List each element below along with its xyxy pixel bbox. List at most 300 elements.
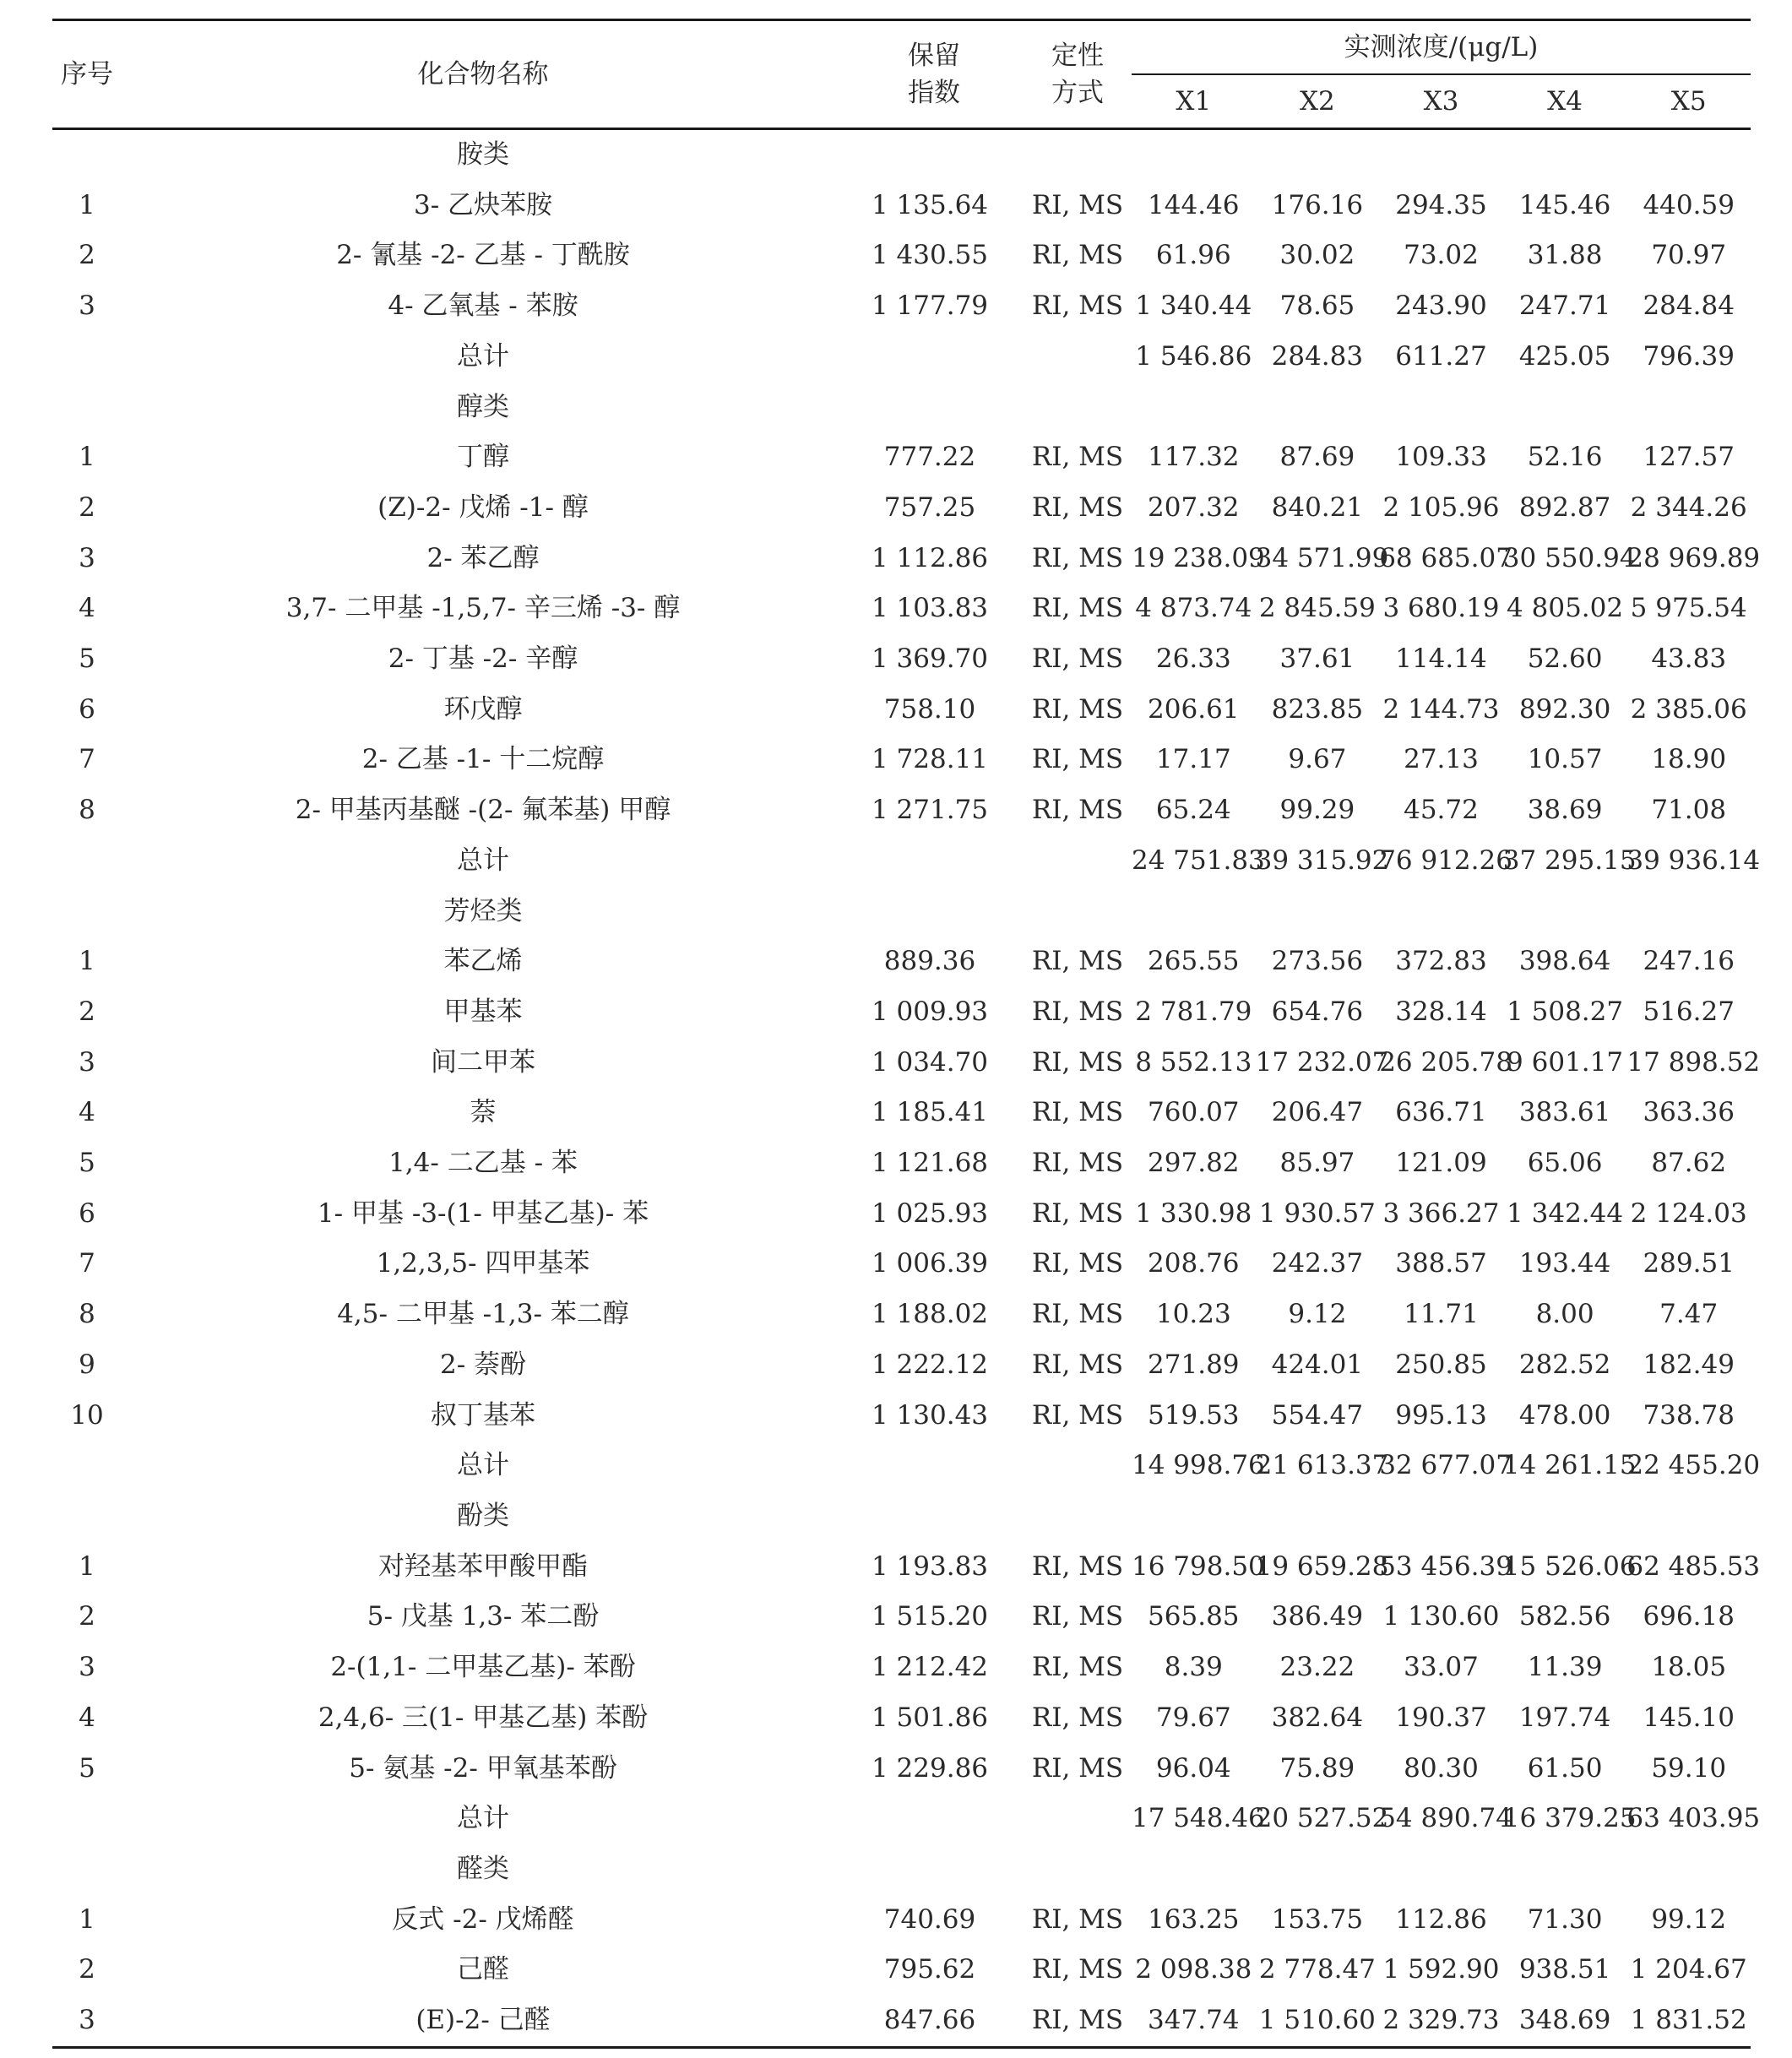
retention-index: 889.36	[883, 946, 976, 977]
total-x1: 24 751.83	[1132, 844, 1265, 876]
empty-cell	[1503, 383, 1627, 433]
retention-index: 1 271.75	[871, 795, 989, 826]
concentration-x1: 519.53	[1148, 1399, 1240, 1431]
table-body	[52, 129, 1761, 2048]
qualitative-method: RI, MS	[1031, 1197, 1124, 1229]
compound-name: 2- 丁基 -2- 辛醇	[388, 643, 578, 675]
concentration-x4: 15 526.06	[1502, 1550, 1637, 1582]
concentration-x1: 19 238.09	[1132, 542, 1265, 573]
concentration-x5: 1 204.67	[1630, 1954, 1747, 1985]
row-number: 4	[79, 593, 95, 624]
concentration-x5: 28 969.89	[1626, 542, 1761, 573]
total-x1: 14 998.76	[1132, 1450, 1265, 1481]
total-x3: 611.27	[1395, 340, 1487, 372]
empty-cell	[1626, 1844, 1751, 1895]
concentration-x4: 52.16	[1527, 442, 1603, 473]
concentration-x3: 1 130.60	[1382, 1601, 1500, 1632]
empty-cell	[1024, 887, 1132, 937]
compound-name: 2- 甲基丙基醚 -(2- 氟苯基) 甲醇	[295, 795, 671, 826]
qualitative-method: RI, MS	[1031, 744, 1124, 775]
concentration-x3: 2 105.96	[1382, 491, 1500, 523]
qualitative-method: RI, MS	[1031, 643, 1124, 675]
total-x4: 37 295.15	[1502, 844, 1637, 876]
retention-index: 1 130.43	[871, 1399, 989, 1431]
category-spacer	[52, 1844, 122, 1895]
qualitative-method: RI, MS	[1031, 1702, 1124, 1733]
concentration-x5: 1 831.52	[1626, 1996, 1751, 2047]
concentration-x4: 193.44	[1518, 1248, 1611, 1279]
table-row	[52, 937, 1751, 987]
total-row	[52, 1441, 1751, 1491]
empty-cell	[1379, 129, 1503, 181]
concentration-x3: 109.33	[1395, 442, 1487, 473]
row-number: 1	[79, 1903, 95, 1935]
qualitative-method: RI, MS	[1031, 1550, 1124, 1582]
header-sample-x4: X4	[1503, 74, 1627, 129]
empty-cell	[1503, 1844, 1627, 1895]
empty-cell	[1503, 1491, 1627, 1542]
compound-concentration-table	[52, 19, 1761, 2049]
compound-name: 2- 苯乙醇	[426, 542, 540, 573]
table-row	[52, 1189, 1751, 1240]
concentration-x3: 1 592.90	[1382, 1954, 1500, 1985]
compound-name: 丁醇	[457, 442, 509, 473]
retention-index: 1 212.42	[871, 1652, 989, 1683]
empty-cell	[1626, 129, 1751, 181]
qualitative-method: RI, MS	[1031, 996, 1124, 1027]
empty-cell	[1626, 1491, 1751, 1542]
concentration-x5: 5 975.54	[1630, 593, 1747, 624]
concentration-x4: 30 550.94	[1502, 542, 1637, 573]
concentration-x2: 153.75	[1271, 1903, 1364, 1935]
concentration-x1: 207.32	[1148, 491, 1240, 523]
concentration-x3: 190.37	[1395, 1702, 1487, 1733]
concentration-x2: 273.56	[1271, 946, 1364, 977]
qualitative-method: RI, MS	[1031, 1299, 1124, 1330]
empty-cell	[1024, 332, 1132, 383]
empty-cell	[844, 129, 1024, 181]
empty-cell	[1132, 383, 1256, 433]
concentration-x1: 10.23	[1155, 1299, 1231, 1330]
empty-cell	[844, 1794, 1024, 1844]
row-number: 3	[79, 291, 95, 322]
header-measured-concentration: 实测浓度/(μg/L)	[1132, 20, 1751, 75]
row-number: 4	[79, 1097, 95, 1128]
concentration-x3: 636.71	[1395, 1097, 1487, 1128]
header-ri-line2: 指数	[908, 78, 960, 108]
qualitative-method: RI, MS	[1031, 693, 1124, 725]
concentration-x4: 4 805.02	[1507, 593, 1624, 624]
empty-cell	[1379, 1844, 1503, 1895]
compound-name: 2-(1,1- 二甲基乙基)- 苯酚	[330, 1652, 636, 1683]
concentration-x1: 1 340.44	[1135, 291, 1252, 322]
header-compound-name: 化合物名称	[122, 20, 844, 129]
concentration-x4: 52.60	[1527, 643, 1603, 675]
qualitative-method: RI, MS	[1031, 291, 1124, 322]
concentration-x2: 2 778.47	[1258, 1954, 1376, 1985]
row-number: 3	[79, 1046, 95, 1078]
qualitative-method: RI, MS	[1031, 795, 1124, 826]
concentration-x2: 554.47	[1271, 1399, 1364, 1431]
category-spacer	[52, 1491, 122, 1542]
qualitative-method: RI, MS	[1024, 1996, 1132, 2047]
concentration-x3: 995.13	[1395, 1399, 1487, 1431]
table-row	[52, 534, 1751, 584]
category-row	[52, 1491, 1751, 1542]
concentration-x1: 8 552.13	[1135, 1046, 1252, 1078]
retention-index: 1 515.20	[871, 1601, 989, 1632]
concentration-x3: 33.07	[1404, 1652, 1479, 1683]
concentration-x4: 282.52	[1518, 1349, 1611, 1380]
compound-name: 2- 萘酚	[439, 1349, 527, 1380]
table-row	[52, 685, 1751, 736]
empty-cell	[1256, 887, 1380, 937]
concentration-x2: 99.29	[1279, 795, 1355, 826]
row-number: 5	[79, 1752, 95, 1784]
table-row	[52, 1290, 1751, 1340]
concentration-x3: 372.83	[1395, 946, 1487, 977]
table-row	[52, 1996, 1751, 2047]
concentration-x1: 265.55	[1148, 946, 1240, 977]
retention-index: 777.22	[883, 442, 976, 473]
qualitative-method: RI, MS	[1031, 593, 1124, 624]
table-row	[52, 1542, 1751, 1593]
concentration-x1: 565.85	[1148, 1601, 1240, 1632]
total-x3: 76 912.26	[1379, 844, 1512, 876]
empty-cell	[1256, 1844, 1380, 1895]
concentration-x4: 8.00	[1535, 1299, 1594, 1330]
retention-index: 1 034.70	[871, 1046, 989, 1078]
retention-index: 1 025.93	[871, 1197, 989, 1229]
table-row	[52, 1693, 1751, 1744]
empty-cell	[1024, 383, 1132, 433]
concentration-x2: 176.16	[1271, 189, 1364, 220]
concentration-x4: 938.51	[1518, 1954, 1611, 1985]
table-row	[52, 1088, 1751, 1138]
retention-index: 1 193.83	[871, 1550, 989, 1582]
retention-index: 847.66	[844, 1996, 1024, 2047]
compound-name: 3- 乙炔苯胺	[413, 189, 553, 220]
qualitative-method: RI, MS	[1031, 189, 1124, 220]
concentration-x1: 96.04	[1155, 1752, 1231, 1784]
total-x2: 21 613.37	[1255, 1450, 1389, 1481]
concentration-x5: 70.97	[1651, 240, 1727, 271]
retention-index: 1 501.86	[871, 1702, 989, 1733]
empty-cell	[1024, 129, 1132, 181]
empty-cell	[1379, 383, 1503, 433]
empty-cell	[1503, 129, 1627, 181]
qualitative-method: RI, MS	[1031, 240, 1124, 271]
row-number: 10	[70, 1399, 104, 1431]
concentration-x3: 11.71	[1404, 1299, 1479, 1330]
empty-cell	[844, 1441, 1024, 1491]
table-row	[52, 483, 1751, 534]
category-label: 酚类	[457, 1500, 509, 1531]
empty-cell	[844, 1491, 1024, 1542]
empty-cell	[1132, 887, 1256, 937]
total-label: 总计	[457, 1450, 509, 1481]
compound-name: 环戊醇	[443, 693, 523, 725]
empty-cell	[1024, 1441, 1132, 1491]
concentration-x3: 73.02	[1404, 240, 1479, 271]
concentration-x1: 297.82	[1148, 1148, 1240, 1179]
row-number: 2	[79, 1954, 95, 1985]
total-x4: 425.05	[1518, 340, 1611, 372]
concentration-x4: 9 601.17	[1507, 1046, 1624, 1078]
concentration-x3: 328.14	[1395, 996, 1487, 1027]
concentration-x2: 654.76	[1271, 996, 1364, 1027]
row-number: 4	[79, 1702, 95, 1733]
row-number: 2	[79, 240, 95, 271]
concentration-x4: 145.46	[1518, 189, 1611, 220]
empty-cell	[844, 887, 1024, 937]
retention-index: 1 222.12	[871, 1349, 989, 1380]
row-number: 2	[79, 491, 95, 523]
empty-cell	[1626, 383, 1751, 433]
retention-index: 1 103.83	[871, 593, 989, 624]
concentration-x2: 37.61	[1279, 643, 1355, 675]
row-number: 9	[79, 1349, 95, 1380]
row-number: 7	[79, 1248, 95, 1279]
concentration-x5: 2 385.06	[1630, 693, 1747, 725]
empty-cell	[1626, 887, 1751, 937]
table-row	[52, 785, 1751, 836]
concentration-x1: 16 798.50	[1132, 1550, 1265, 1582]
row-number: 1	[79, 442, 95, 473]
compound-name: (E)-2- 己醛	[122, 1996, 844, 2047]
header-qualitative-method	[1024, 20, 1132, 129]
empty-cell	[1256, 129, 1380, 181]
concentration-x3: 45.72	[1404, 795, 1479, 826]
retention-index: 1 177.79	[871, 291, 989, 322]
table-row	[52, 1038, 1751, 1089]
category-spacer	[52, 129, 122, 181]
concentration-x5: 363.36	[1643, 1097, 1735, 1128]
concentration-x2: 75.89	[1279, 1752, 1355, 1784]
total-row	[52, 1794, 1751, 1844]
total-label: 总计	[457, 1803, 509, 1834]
concentration-x3: 121.09	[1395, 1148, 1487, 1179]
empty-cell	[52, 332, 122, 383]
category-label: 醛类	[457, 1853, 509, 1884]
compound-name: 4,5- 二甲基 -1,3- 苯二醇	[337, 1299, 629, 1330]
category-row	[52, 887, 1751, 937]
concentration-x1: 206.61	[1148, 693, 1240, 725]
concentration-x5: 145.10	[1643, 1702, 1735, 1733]
concentration-x3: 26 205.78	[1379, 1046, 1512, 1078]
concentration-x1: 271.89	[1148, 1349, 1240, 1380]
concentration-x5: 87.62	[1651, 1148, 1727, 1179]
empty-cell	[1256, 1491, 1380, 1542]
concentration-x1: 2 781.79	[1135, 996, 1252, 1027]
concentration-x2: 1 510.60	[1256, 1996, 1380, 2047]
concentration-x2: 206.47	[1271, 1097, 1364, 1128]
concentration-x4: 398.64	[1518, 946, 1611, 977]
table-row	[52, 1744, 1751, 1795]
category-row	[52, 129, 1751, 181]
table-row	[52, 634, 1751, 685]
concentration-x4: 71.30	[1527, 1903, 1603, 1935]
qualitative-method: RI, MS	[1031, 1248, 1124, 1279]
concentration-x5: 99.12	[1651, 1903, 1727, 1935]
concentration-x5: 2 344.26	[1630, 491, 1747, 523]
row-number: 2	[79, 996, 95, 1027]
concentration-x2: 386.49	[1271, 1601, 1364, 1632]
qualitative-method: RI, MS	[1031, 1349, 1124, 1380]
empty-cell	[1024, 1844, 1132, 1895]
total-x4: 14 261.15	[1502, 1450, 1637, 1481]
qualitative-method: RI, MS	[1031, 1148, 1124, 1179]
compound-name: 5- 戊基 1,3- 苯二酚	[367, 1601, 600, 1632]
concentration-x5: 127.57	[1643, 442, 1735, 473]
row-number: 5	[79, 643, 95, 675]
concentration-x2: 1 930.57	[1258, 1197, 1376, 1229]
category-label: 胺类	[457, 139, 509, 170]
concentration-x4: 348.69	[1503, 1996, 1627, 2047]
qualitative-method: RI, MS	[1031, 542, 1124, 573]
total-x1: 17 548.46	[1132, 1803, 1265, 1834]
retention-index: 1 369.70	[871, 643, 989, 675]
concentration-x5: 7.47	[1659, 1299, 1719, 1330]
concentration-x2: 85.97	[1279, 1148, 1355, 1179]
compound-name: (Z)-2- 戊烯 -1- 醇	[377, 491, 589, 523]
compound-name: 苯乙烯	[443, 946, 523, 977]
total-label: 总计	[457, 844, 509, 876]
concentration-x4: 11.39	[1527, 1652, 1603, 1683]
empty-cell	[52, 1441, 122, 1491]
row-number: 1	[79, 1550, 95, 1582]
category-label: 芳烃类	[443, 895, 523, 926]
retention-index: 1 185.41	[871, 1097, 989, 1128]
compound-name: 间二甲苯	[431, 1046, 535, 1078]
header-sample-x5: X5	[1626, 74, 1751, 129]
empty-cell	[1379, 1491, 1503, 1542]
row-number: 8	[79, 1299, 95, 1330]
concentration-x3: 68 685.07	[1379, 542, 1512, 573]
retention-index: 1 006.39	[871, 1248, 989, 1279]
concentration-x5: 284.84	[1643, 291, 1735, 322]
total-x2: 284.83	[1271, 340, 1364, 372]
concentration-x5: 18.90	[1651, 744, 1727, 775]
total-x3: 32 677.07	[1379, 1450, 1512, 1481]
empty-cell	[52, 1794, 122, 1844]
table-row	[52, 1945, 1751, 1996]
concentration-x5: 17 898.52	[1626, 1046, 1761, 1078]
compound-name: 叔丁基苯	[431, 1399, 535, 1431]
compound-name: 4- 乙氧基 - 苯胺	[388, 291, 578, 322]
empty-cell	[1024, 1794, 1132, 1844]
concentration-x4: 65.06	[1527, 1148, 1603, 1179]
compound-name: 萘	[470, 1097, 497, 1128]
total-label: 总计	[457, 340, 509, 372]
concentration-x3: 53 456.39	[1379, 1550, 1512, 1582]
concentration-x2: 87.69	[1279, 442, 1355, 473]
concentration-x2: 840.21	[1271, 491, 1364, 523]
table-row	[52, 1239, 1751, 1290]
row-number: 8	[79, 795, 95, 826]
row-number: 6	[79, 1197, 95, 1229]
header-seq: 序号	[52, 20, 122, 129]
concentration-x1: 1 330.98	[1135, 1197, 1252, 1229]
concentration-x1: 17.17	[1155, 744, 1231, 775]
qualitative-method: RI, MS	[1031, 1097, 1124, 1128]
row-number: 3	[52, 1996, 122, 2047]
header-sample-x1: X1	[1132, 74, 1256, 129]
concentration-x4: 582.56	[1518, 1601, 1611, 1632]
concentration-x2: 9.67	[1288, 744, 1347, 775]
concentration-x5: 2 124.03	[1630, 1197, 1747, 1229]
total-row	[52, 836, 1751, 887]
total-x4: 16 379.25	[1502, 1803, 1637, 1834]
retention-index: 1 112.86	[871, 542, 989, 573]
qualitative-method: RI, MS	[1031, 1954, 1124, 1985]
concentration-x4: 38.69	[1527, 795, 1603, 826]
total-x2: 39 315.92	[1255, 844, 1389, 876]
qualitative-method: RI, MS	[1031, 491, 1124, 523]
compound-name: 3,7- 二甲基 -1,5,7- 辛三烯 -3- 醇	[285, 593, 681, 624]
compound-name: 1- 甲基 -3-(1- 甲基乙基)- 苯	[317, 1197, 649, 1229]
total-x1: 1 546.86	[1135, 340, 1252, 372]
concentration-x5: 247.16	[1643, 946, 1735, 977]
compound-name: 5- 氨基 -2- 甲氧基苯酚	[349, 1752, 617, 1784]
total-x5: 796.39	[1643, 340, 1735, 372]
empty-cell	[1024, 836, 1132, 887]
total-x3: 54 890.74	[1379, 1803, 1512, 1834]
empty-cell	[844, 836, 1024, 887]
total-row	[52, 332, 1751, 383]
concentration-x2: 30.02	[1279, 240, 1355, 271]
concentration-x1: 65.24	[1155, 795, 1231, 826]
row-number: 7	[79, 744, 95, 775]
concentration-x4: 1 342.44	[1507, 1197, 1624, 1229]
concentration-x2: 17 232.07	[1255, 1046, 1389, 1078]
concentration-x2: 19 659.28	[1255, 1550, 1389, 1582]
row-number: 6	[79, 693, 95, 725]
category-label: 醇类	[457, 391, 509, 422]
concentration-x3: 388.57	[1395, 1248, 1487, 1279]
table-row	[52, 432, 1751, 483]
concentration-x2: 382.64	[1271, 1702, 1364, 1733]
empty-cell	[1503, 887, 1627, 937]
qualitative-method: RI, MS	[1031, 442, 1124, 473]
concentration-x1: 208.76	[1148, 1248, 1240, 1279]
concentration-x5: 43.83	[1651, 643, 1727, 675]
qualitative-method: RI, MS	[1031, 1903, 1124, 1935]
concentration-x5: 71.08	[1651, 795, 1727, 826]
retention-index: 758.10	[883, 693, 976, 725]
retention-index: 1 229.86	[871, 1752, 989, 1784]
concentration-x3: 112.86	[1395, 1903, 1487, 1935]
concentration-x5: 440.59	[1643, 189, 1735, 220]
compound-name: 己醛	[457, 1954, 509, 1985]
compound-name: 1,2,3,5- 四甲基苯	[376, 1248, 590, 1279]
row-number: 1	[79, 189, 95, 220]
empty-cell	[52, 836, 122, 887]
qualitative-method: RI, MS	[1031, 1752, 1124, 1784]
concentration-x2: 23.22	[1279, 1652, 1355, 1683]
concentration-x5: 696.18	[1643, 1601, 1735, 1632]
concentration-x2: 78.65	[1279, 291, 1355, 322]
empty-cell	[844, 1844, 1024, 1895]
concentration-x5: 516.27	[1643, 996, 1735, 1027]
concentration-x4: 31.88	[1527, 240, 1603, 271]
concentration-x1: 760.07	[1148, 1097, 1240, 1128]
retention-index: 740.69	[883, 1903, 976, 1935]
compound-name: 甲基苯	[443, 996, 523, 1027]
concentration-x4: 1 508.27	[1507, 996, 1624, 1027]
empty-cell	[1256, 383, 1380, 433]
retention-index: 795.62	[883, 1954, 976, 1985]
